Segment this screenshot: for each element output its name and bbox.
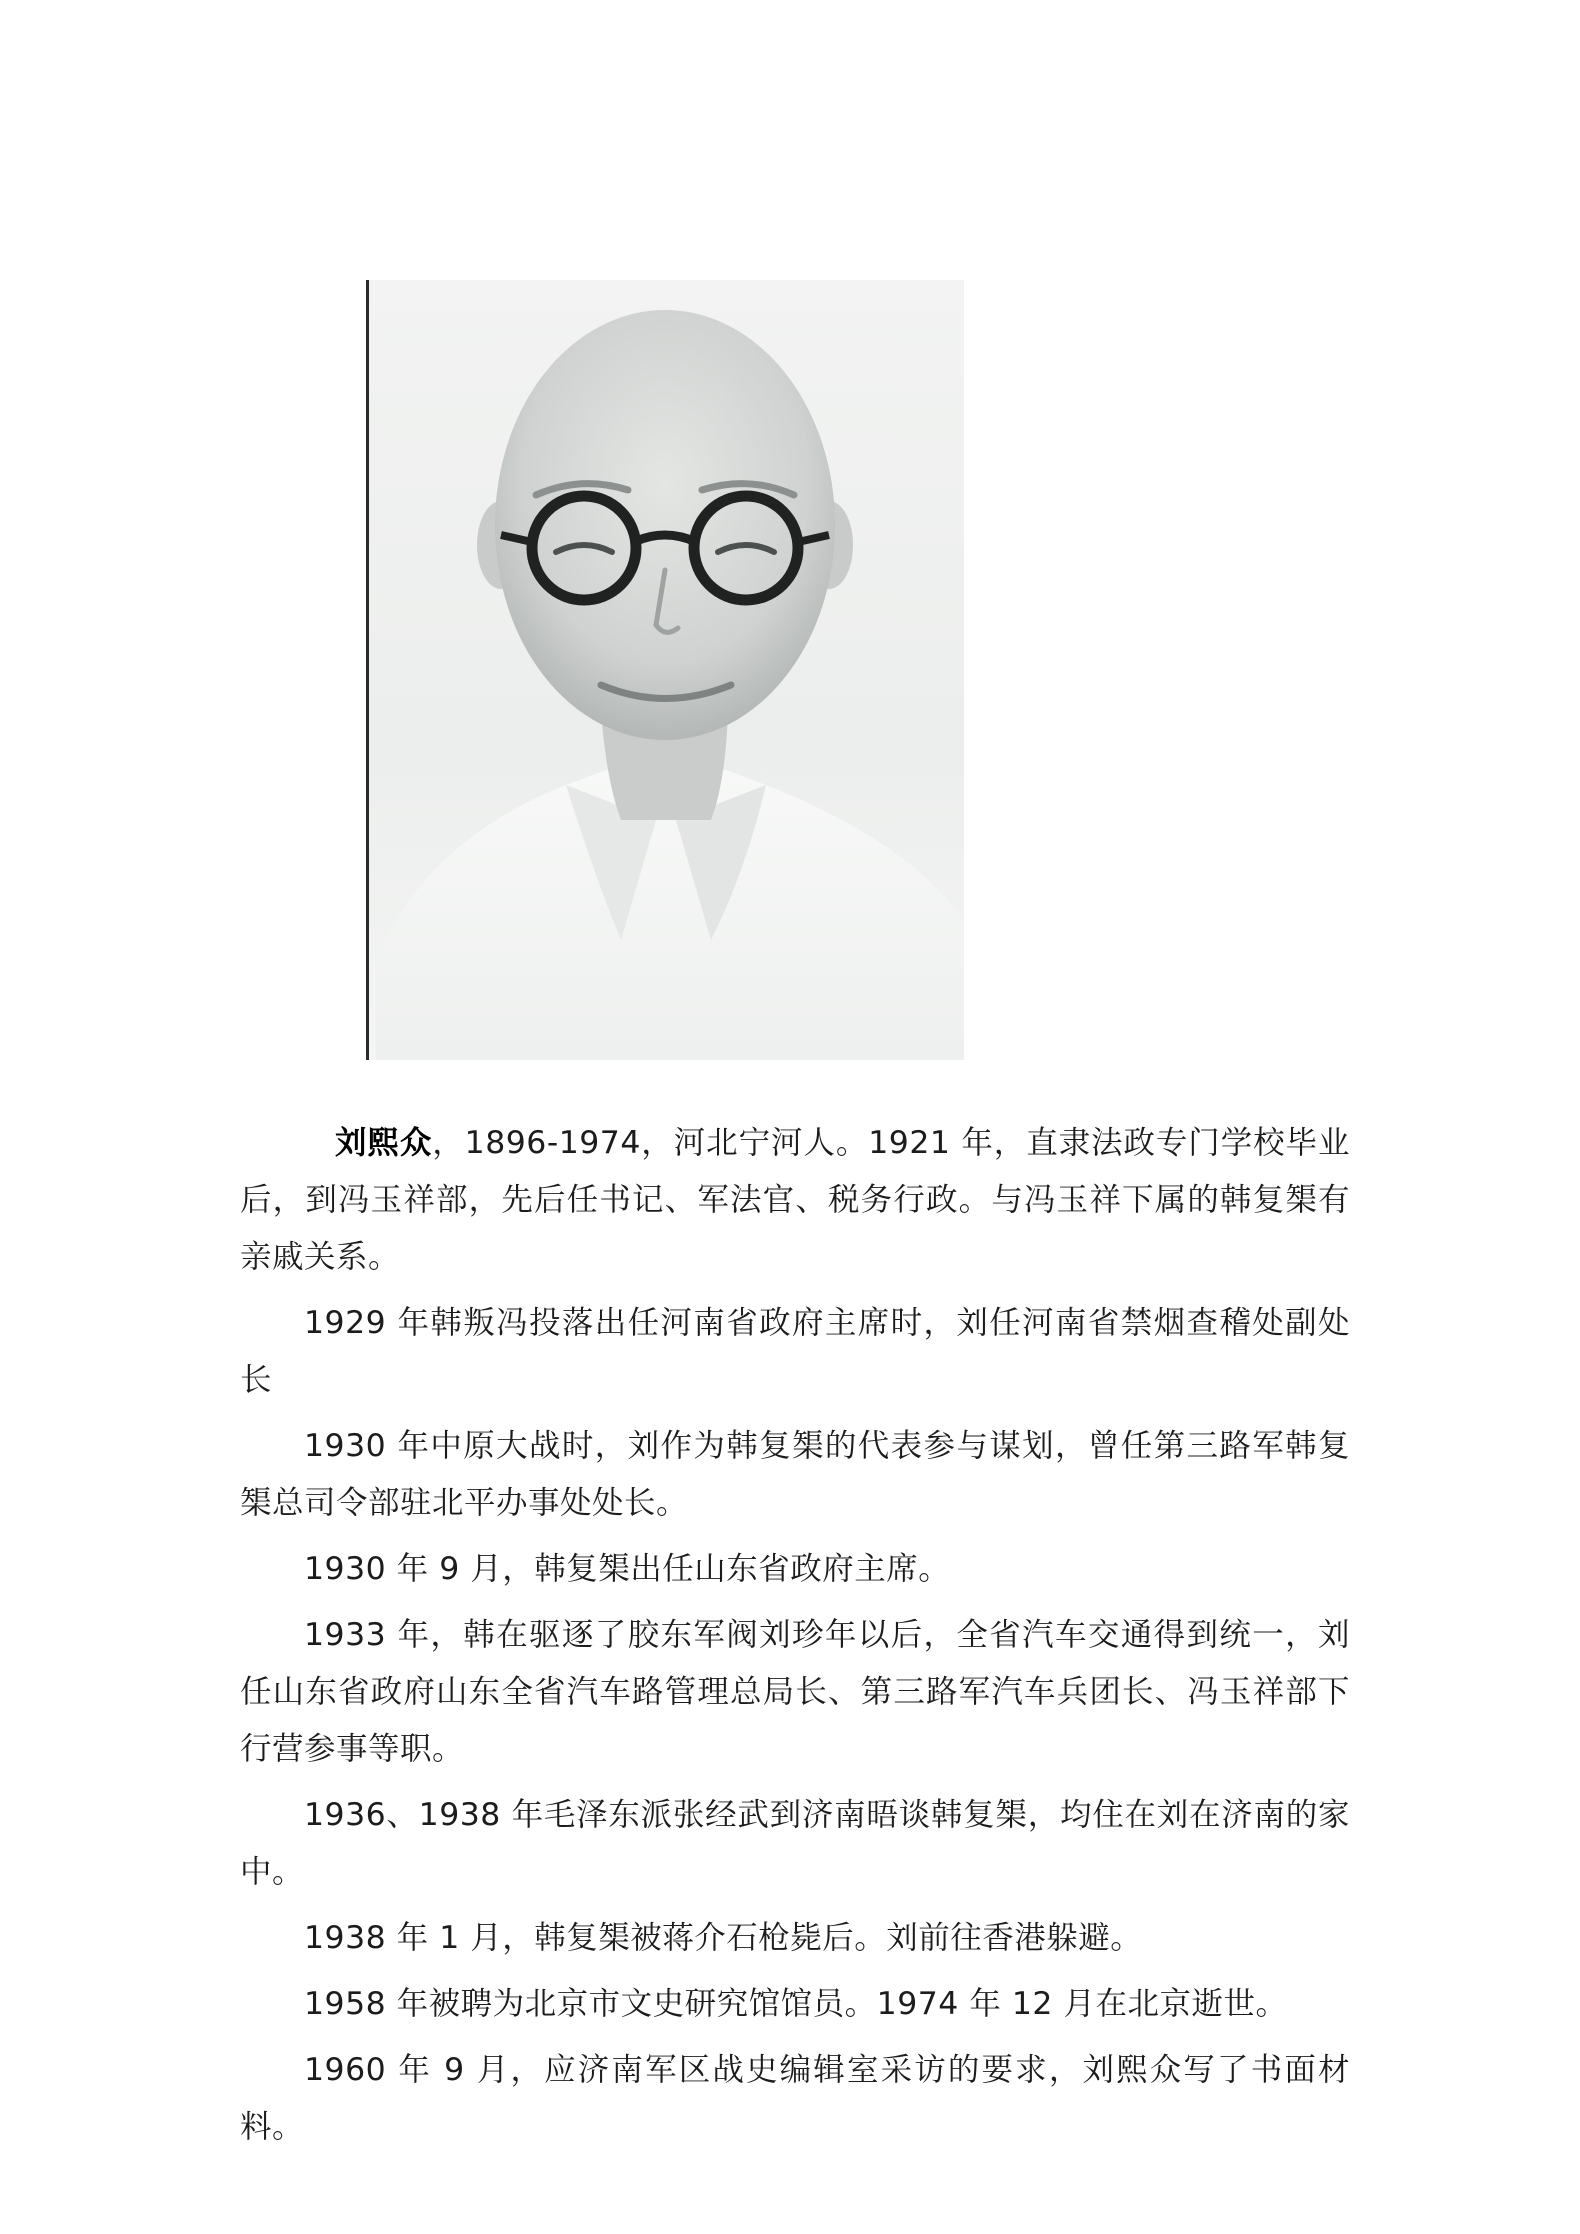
person-name: 刘熙众 (335, 1125, 433, 1161)
bio-paragraph: 1936、1938 年毛泽东派张经武到济南晤谈韩复榘，均住在刘在济南的家中。 (240, 1797, 1350, 1890)
bio-paragraph: 1958 年被聘为北京市文史研究馆馆员。1974 年 12 月在北京逝世。 (304, 1986, 1288, 2022)
portrait-illustration (366, 280, 964, 1060)
portrait-photo (366, 280, 964, 1060)
bio-paragraph: 1930 年 9 月，韩复榘出任山东省政府主席。 (304, 1551, 951, 1587)
bio-paragraph: 1938 年 1 月，韩复榘被蒋介石枪毙后。刘前往香港躲避。 (304, 1920, 1143, 1956)
bio-paragraph: 1929 年韩叛冯投落出任河南省政府主席时，刘任河南省禁烟查稽处副处长 (240, 1305, 1350, 1398)
bio-intro-text: ，1896-1974，河北宁河人。1921 年，直隶法政专门学校毕业后，到冯玉祥部，先后任书记、军法官、税务行政。与冯玉祥下属的韩复榘有亲戚关系。 (240, 1125, 1350, 1275)
bio-paragraph: 1933 年，韩在驱逐了胶东军阀刘珍年以后，全省汽车交通得到统一，刘任山东省政府山东全省汽车路管理总局长、第三路军汽车兵团长、冯玉祥部下行营参事等职。 (240, 1617, 1350, 1767)
bio-paragraph: 1930 年中原大战时，刘作为韩复榘的代表参与谋划，曾任第三路军韩复榘总司令部驻北平办事处处长。 (240, 1428, 1350, 1521)
biography-text (240, 1115, 1350, 2165)
bio-intro-paragraph (240, 1115, 1350, 1286)
bio-paragraph: 1960 年 9 月，应济南军区战史编辑室采访的要求，刘熙众写了书面材料。 (240, 2052, 1350, 2145)
